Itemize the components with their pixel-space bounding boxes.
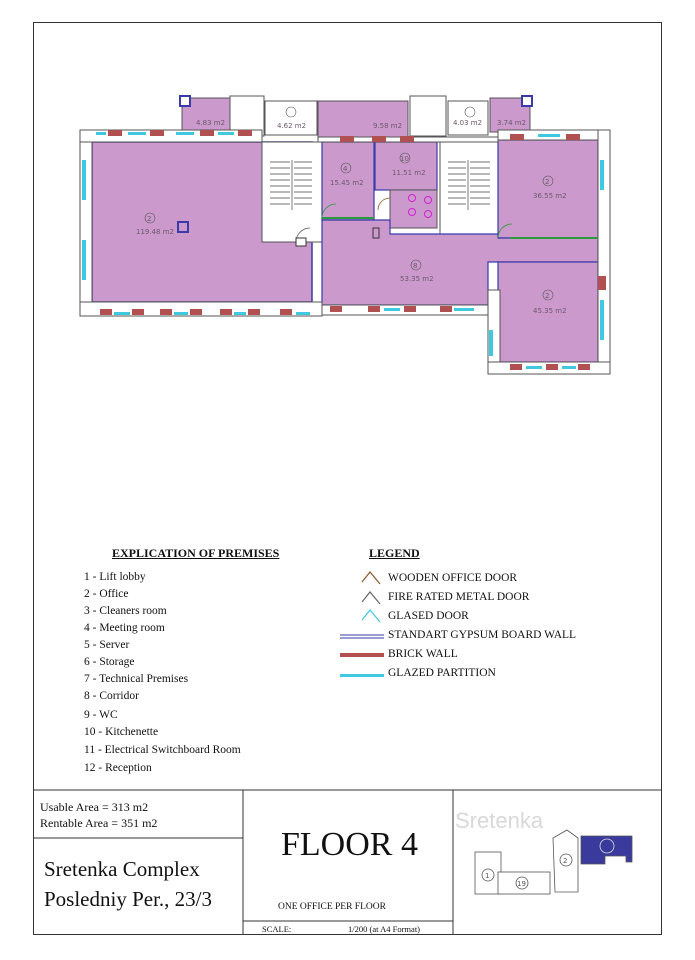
legend-title: LEGEND <box>369 546 420 560</box>
explication-item: 6 - Storage <box>84 656 135 668</box>
keyplan-label: 1 <box>485 872 490 880</box>
room-area: 4.62 m2 <box>277 122 307 130</box>
complex-address: Posledniy Per., 23/3 <box>44 887 213 911</box>
legend-item: BRICK WALL <box>388 648 458 660</box>
explication-item: 11 - Electrical Switchboard Room <box>84 744 241 756</box>
room-num: 10 <box>400 155 409 163</box>
room-area: 15.45 m2 <box>330 179 364 187</box>
room-area: 9.58 m2 <box>373 122 403 130</box>
legend-item: STANDART GYPSUM BOARD WALL <box>388 629 577 641</box>
legend-item: WOODEN OFFICE DOOR <box>388 572 518 584</box>
floor-subtitle: ONE OFFICE PER FLOOR <box>278 902 386 912</box>
explication-item: 7 - Technical Premises <box>84 673 189 685</box>
watermark: Sretenka <box>455 808 544 833</box>
room-num: 4 <box>343 165 348 173</box>
room-area: 119.48 m2 <box>136 228 174 236</box>
room-area: 36.55 m2 <box>533 192 567 200</box>
room-area: 3.74 m2 <box>497 119 527 127</box>
keyplan-label: 19 <box>517 880 526 888</box>
floor-title: FLOOR 4 <box>281 826 418 863</box>
room-num: 2 <box>545 178 550 186</box>
room-area: 11.51 m2 <box>392 169 426 177</box>
room-num: 8 <box>413 262 418 270</box>
explication-item: 4 - Meeting room <box>84 622 165 634</box>
room-num: 2 <box>147 215 152 223</box>
explication-item: 1 - Lift lobby <box>84 571 146 583</box>
usable-area: Usable Area = 313 m2 <box>40 800 149 814</box>
keyplan-label: 2 <box>563 857 568 865</box>
scale-value: 1/200 (at A4 Format) <box>348 924 421 934</box>
room-area: 4.83 m2 <box>196 119 226 127</box>
scale-label: SCALE: <box>262 924 292 934</box>
explication-item: 5 - Server <box>84 639 130 651</box>
room-area: 4.03 m2 <box>453 119 483 127</box>
explication-item: 9 - WC <box>84 709 118 721</box>
legend-item: GLAZED PARTITION <box>388 667 496 679</box>
legend-item: GLASED DOOR <box>388 610 469 622</box>
explication-item: 8 - Corridor <box>84 690 139 702</box>
explication-item: 12 - Reception <box>84 762 152 774</box>
explication-item: 2 - Office <box>84 588 129 600</box>
explication-title: EXPLICATION OF PREMISES <box>112 546 280 560</box>
explication-item: 10 - Kitchenette <box>84 726 159 738</box>
legend-item: FIRE RATED METAL DOOR <box>388 591 530 603</box>
room-num: 2 <box>545 292 550 300</box>
complex-name: Sretenka Complex <box>44 857 200 881</box>
room-area: 45.35 m2 <box>533 307 567 315</box>
explication-item: 3 - Cleaners room <box>84 605 167 617</box>
room-area: 53.35 m2 <box>400 275 434 283</box>
rentable-area: Rentable Area = 351 m2 <box>40 816 158 830</box>
